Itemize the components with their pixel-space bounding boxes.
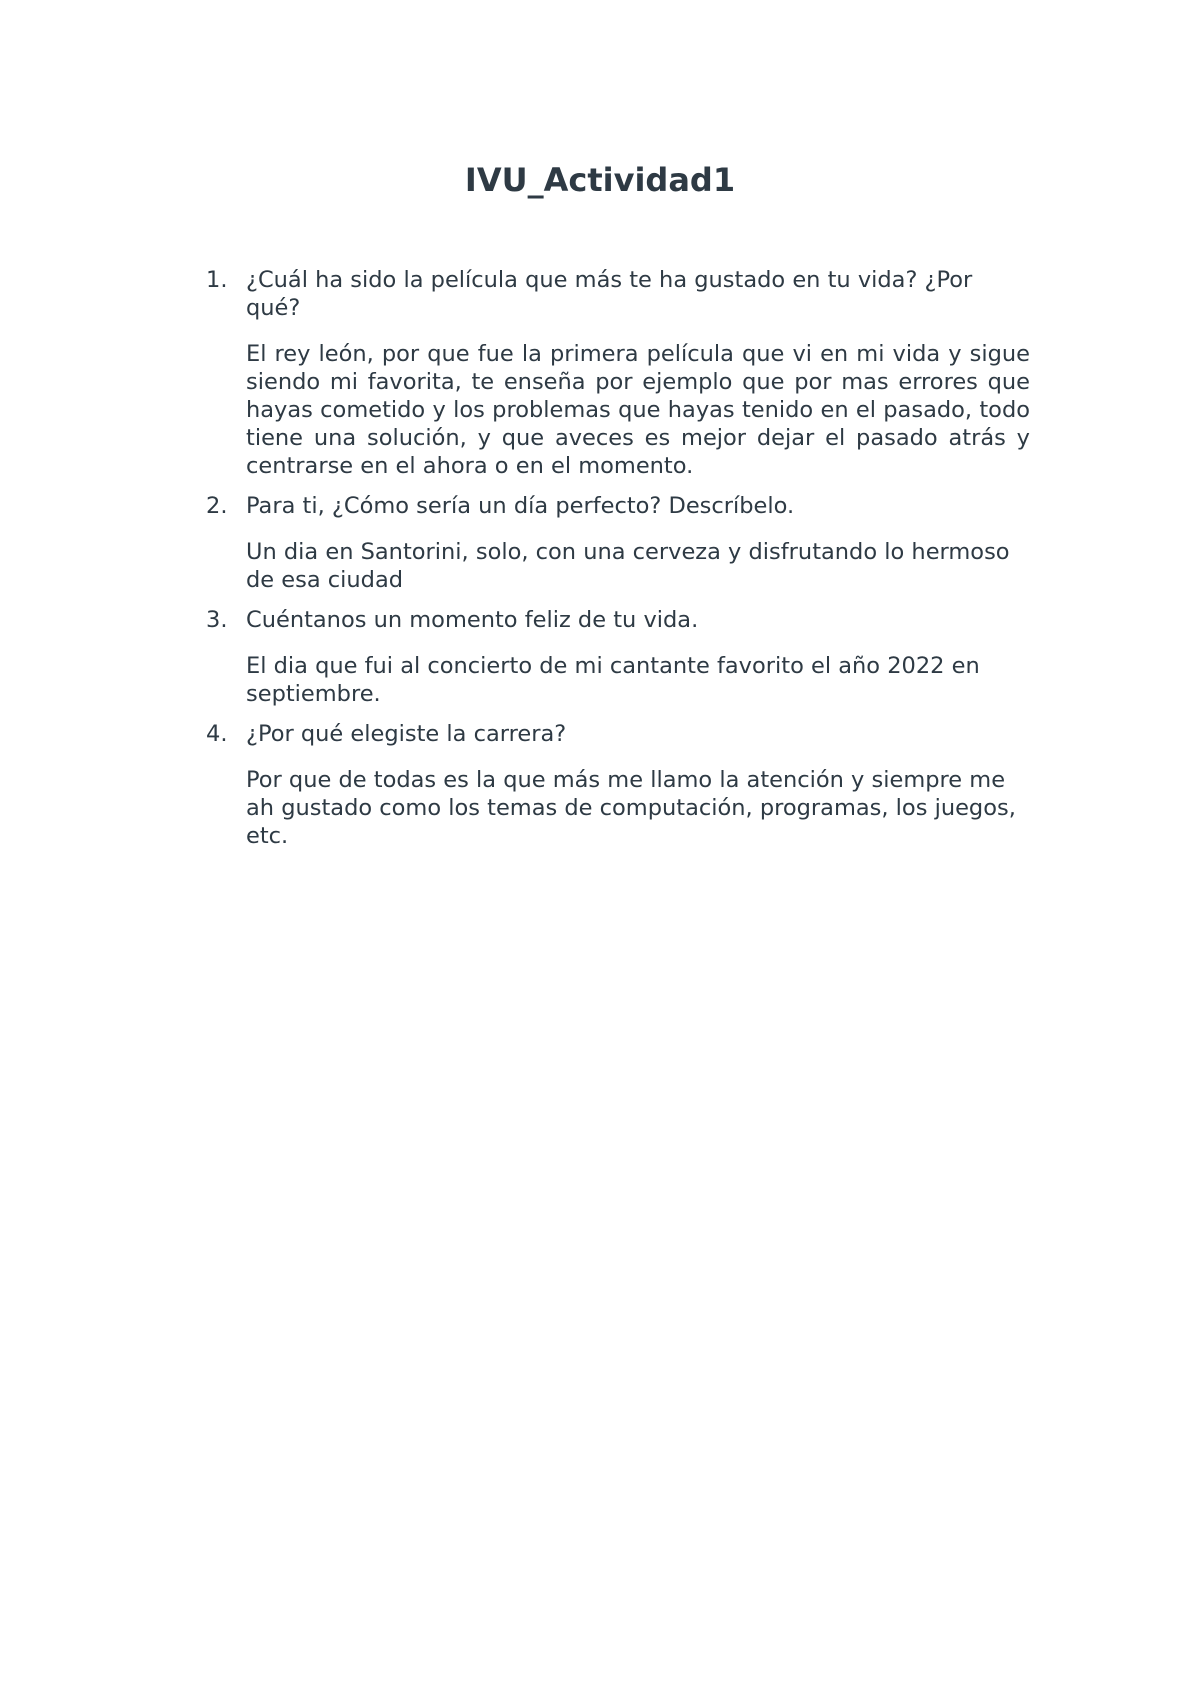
- list-item: [200, 492, 1030, 594]
- item-number: 4.: [206, 721, 228, 747]
- question-text: Para ti, ¿Cómo sería un día perfecto? Descríbelo.: [246, 493, 795, 519]
- list-item: [200, 720, 1030, 850]
- list-item: [200, 606, 1030, 708]
- answer-text: Un dia en Santorini, solo, con una cerveza y disfrutando lo hermoso de esa ciudad: [246, 539, 1010, 593]
- item-number: 3.: [206, 607, 228, 633]
- answer-text: El rey león, por que fue la primera película que vi en mi vida y sigue siendo mi favorita, te enseña por ejemplo que por mas errores que hayas cometido y los problemas que hayas tenido en el pasado, todo tiene una solución, y que aveces es mejor dejar el pasado atrás y centrarse en el ahora o en el momento.: [246, 341, 1030, 479]
- list-item: [200, 266, 1030, 480]
- question-text: Cuéntanos un momento feliz de tu vida.: [246, 607, 699, 633]
- answer-text: El dia que fui al concierto de mi cantante favorito el año 2022 en septiembre.: [246, 653, 980, 707]
- question-list: [200, 266, 1030, 862]
- question-text: ¿Cuál ha sido la película que más te ha gustado en tu vida? ¿Por qué?: [246, 267, 973, 321]
- item-number: 1.: [206, 267, 228, 293]
- item-number: 2.: [206, 493, 228, 519]
- page-title: IVU_Actividad1: [464, 161, 736, 199]
- answer-text: Por que de todas es la que más me llamo la atención y siempre me ah gustado como los temas de computación, programas, los juegos, etc.: [246, 767, 1016, 849]
- question-text: ¿Por qué elegiste la carrera?: [246, 721, 567, 747]
